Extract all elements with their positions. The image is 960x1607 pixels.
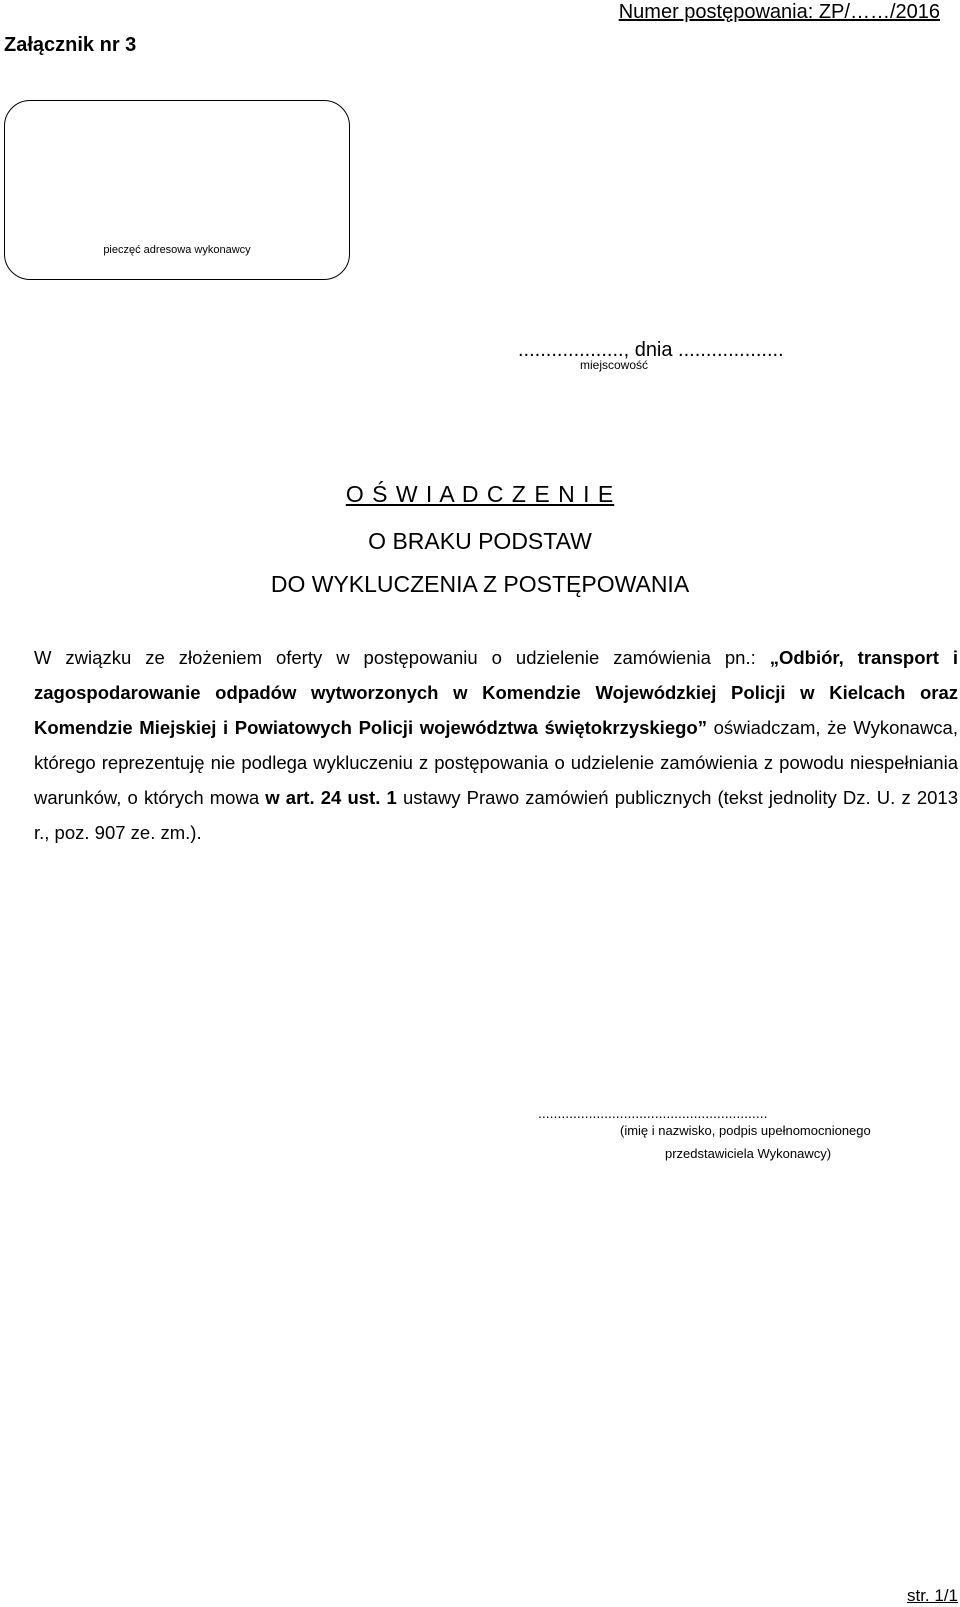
body-declaration: oświadczam, że Wykonawca, którego reprezentuję nie podlega wykluczeniu z postępowania o udzielenie zamówienia z powodu niespełniania warunków, o których mowa (34, 717, 958, 808)
place-caption: miejscowość (580, 358, 649, 372)
stamp-label: pieczęć adresowa wykonawcy (103, 244, 251, 256)
signature-caption-1: (imię i nazwisko, podpis upełnomocnionego (620, 1123, 871, 1138)
document-title: O Ś W I A D C Z E N I E (345, 481, 615, 507)
contract-name: „Odbiór, transport i zagospodarowanie odpadów wytworzonych w Komendzie Wojewódzkiej Policji w Kielcach oraz Komendzie Miejskiej i Powiatowych Policji województwa świętokrzyskiego” (34, 647, 958, 738)
case-number: Numer postępowania: ZP/……/2016 (618, 1, 940, 23)
body-legal-reference: ustawy Prawo zamówień publicznych (tekst jednolity Dz. U. z 2013 r., poz. 907 ze. zm.). (34, 787, 958, 843)
declaration-body (34, 640, 958, 850)
document-subtitle-2: DO WYKLUCZENIA Z POSTĘPOWANIA (270, 571, 690, 597)
document-subtitle-1: O BRAKU PODSTAW (368, 528, 592, 554)
body-intro: W związku ze złożeniem oferty w postępowaniu o udzielenie zamówienia pn.: (34, 647, 770, 668)
place-date-line: ..................., dnia ................... (518, 339, 784, 361)
legal-article: w art. 24 ust. 1 (265, 787, 397, 808)
signature-line: ........................................................... (538, 1105, 768, 1121)
page-number: str. 1/1 (906, 1586, 958, 1605)
signature-caption-2: przedstawiciela Wykonawcy) (665, 1146, 832, 1161)
stamp-box (4, 100, 350, 280)
attachment-label: Załącznik nr 3 (4, 34, 137, 56)
